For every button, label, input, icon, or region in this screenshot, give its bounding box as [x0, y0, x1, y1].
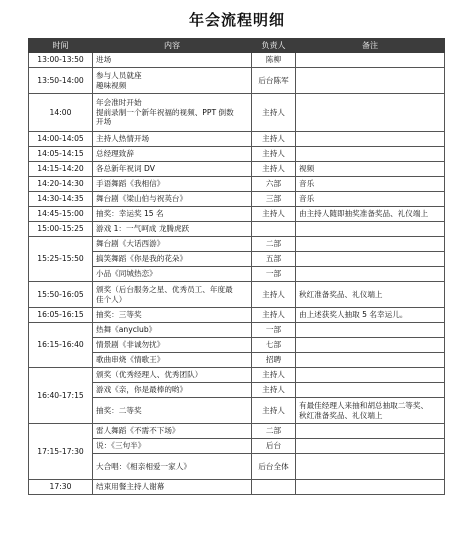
note-cell: 秋红准备奖品、礼仪端上 — [296, 282, 445, 308]
content-cell — [93, 177, 252, 192]
content-line: 总经理致辞 — [96, 149, 134, 159]
table-row — [29, 94, 445, 132]
owner-cell: 主持人 — [252, 147, 296, 162]
owner-cell: 主持人 — [252, 383, 296, 398]
content-cell — [93, 282, 252, 308]
content-cell — [93, 207, 252, 222]
content-cell — [93, 424, 252, 439]
content-cell — [93, 147, 252, 162]
content-cell — [93, 162, 252, 177]
time-cell: 14:45-15:00 — [29, 207, 93, 222]
content-cell — [93, 237, 252, 252]
owner-cell: 七部 — [252, 338, 296, 353]
owner-cell: 一部 — [252, 323, 296, 338]
content-line: 各总新年祝词 DV — [96, 164, 155, 174]
content-cell — [93, 222, 252, 237]
content-cell — [93, 192, 252, 207]
owner-cell: 三部 — [252, 192, 296, 207]
note-line: 有最佳经理人来抽和胡总抽取二等奖、 — [299, 401, 429, 411]
owner-cell: 招聘 — [252, 353, 296, 368]
header-owner: 负责人 — [252, 39, 296, 53]
owner-cell — [252, 222, 296, 237]
content-cell — [93, 132, 252, 147]
note-cell — [296, 94, 445, 132]
header-note: 备注 — [296, 39, 445, 53]
content-line: 开场 — [96, 117, 112, 127]
header-time: 时间 — [29, 39, 93, 53]
note-cell — [296, 383, 445, 398]
content-line: 提前录制一个新年祝福的视频、PPT 倒数 — [96, 107, 234, 117]
time-cell: 14:15-14:20 — [29, 162, 93, 177]
note-cell — [296, 68, 445, 94]
table-row — [29, 177, 445, 192]
owner-cell: 二部 — [252, 424, 296, 439]
content-cell — [93, 480, 252, 495]
note-cell — [296, 53, 445, 68]
note-cell — [296, 147, 445, 162]
time-cell: 14:00-14:05 — [29, 132, 93, 147]
content-cell — [93, 439, 252, 454]
owner-cell: 主持人 — [252, 282, 296, 308]
owner-cell: 陈柳 — [252, 53, 296, 68]
time-cell: 16:05-16:15 — [29, 308, 93, 323]
content-line: 进场 — [96, 55, 112, 65]
content-cell — [93, 53, 252, 68]
table-row — [29, 480, 445, 495]
owner-cell: 主持人 — [252, 368, 296, 383]
content-line: 年会准时开始 — [96, 98, 142, 108]
content-line: 颁奖（优秀经理人、优秀团队） — [96, 370, 203, 380]
note-cell — [296, 398, 445, 424]
note-line: 秋红准备奖品、礼仪端上 — [299, 410, 383, 420]
time-cell: 15:50-16:05 — [29, 282, 93, 308]
time-cell: 13:50-14:00 — [29, 68, 93, 94]
note-cell: 由上述获奖人抽取 5 名幸运儿。 — [296, 308, 445, 323]
note-cell — [296, 132, 445, 147]
time-cell: 15:25-15:50 — [29, 237, 93, 282]
time-cell: 17:15-17:30 — [29, 424, 93, 480]
note-cell — [296, 454, 445, 480]
table-row — [29, 424, 445, 439]
table-row — [29, 147, 445, 162]
time-cell: 15:00-15:25 — [29, 222, 93, 237]
content-line: 佳个人） — [96, 294, 127, 304]
content-line: 大合唱：《相亲相爱一家人》 — [96, 461, 191, 471]
content-line: 颁奖（后台服务之星、优秀员工、年度最 — [96, 285, 233, 295]
table-row — [29, 53, 445, 68]
table-row — [29, 162, 445, 177]
owner-cell: 主持人 — [252, 207, 296, 222]
content-line: 说：《三句半》 — [96, 441, 146, 451]
content-line: 抽奖：幸运奖 15 名 — [96, 209, 164, 219]
content-line: 舞台剧《梁山伯与祝英台》 — [96, 194, 188, 204]
time-cell: 14:30-14:35 — [29, 192, 93, 207]
content-line: 热舞《anyclub》 — [96, 325, 157, 335]
time-cell: 17:30 — [29, 480, 93, 495]
content-cell — [93, 68, 252, 94]
note-cell: 由主持人随即抽奖准备奖品、礼仪端上 — [296, 207, 445, 222]
note-cell: 视频 — [296, 162, 445, 177]
table-row — [29, 237, 445, 252]
time-cell: 14:20-14:30 — [29, 177, 93, 192]
owner-cell: 一部 — [252, 267, 296, 282]
content-line: 情景剧《非诚勿扰》 — [96, 340, 165, 350]
note-cell — [296, 480, 445, 495]
time-cell: 14:05-14:15 — [29, 147, 93, 162]
note-cell — [296, 222, 445, 237]
owner-cell: 主持人 — [252, 398, 296, 424]
content-line: 小品《同城热恋》 — [96, 269, 157, 279]
content-line: 游戏 1：一气呵成 龙腾虎跃 — [96, 224, 190, 234]
content-cell — [93, 338, 252, 353]
table-row — [29, 323, 445, 338]
time-cell: 14:00 — [29, 94, 93, 132]
time-cell: 16:15-16:40 — [29, 323, 93, 368]
content-line: 舞台剧《大话西游》 — [96, 239, 165, 249]
table-row — [29, 282, 445, 308]
owner-cell: 后台全体 — [252, 454, 296, 480]
content-cell — [93, 267, 252, 282]
table-row — [29, 207, 445, 222]
content-line: 游戏《亲，你是最棒的哟》 — [96, 385, 188, 395]
note-cell — [296, 323, 445, 338]
note-cell — [296, 267, 445, 282]
table-row — [29, 222, 445, 237]
content-line: 手语舞蹈《我相信》 — [96, 179, 165, 189]
content-cell — [93, 454, 252, 480]
table-row — [29, 68, 445, 94]
note-cell: 音乐 — [296, 177, 445, 192]
content-cell — [93, 368, 252, 383]
owner-cell: 后台 — [252, 439, 296, 454]
schedule-table — [28, 38, 445, 495]
table-row — [29, 368, 445, 383]
page-title: 年会流程明细 — [188, 11, 285, 29]
note-cell — [296, 368, 445, 383]
table-header-row — [29, 39, 445, 53]
content-line: 结束用餐主持人谢幕 — [96, 482, 165, 492]
content-line: 参与人员就座 — [96, 71, 142, 81]
note-cell — [296, 424, 445, 439]
owner-cell: 主持人 — [252, 94, 296, 132]
owner-cell: 主持人 — [252, 162, 296, 177]
content-line: 搞笑舞蹈《你是我的花朵》 — [96, 254, 188, 264]
content-cell — [93, 252, 252, 267]
owner-cell: 五部 — [252, 252, 296, 267]
content-line: 趣味视频 — [96, 80, 127, 90]
owner-cell: 六部 — [252, 177, 296, 192]
content-cell — [93, 323, 252, 338]
table-row — [29, 192, 445, 207]
content-cell — [93, 398, 252, 424]
note-cell — [296, 237, 445, 252]
content-line: 主持人热情开场 — [96, 134, 150, 144]
content-line: 抽奖：三等奖 — [96, 310, 142, 320]
note-cell — [296, 338, 445, 353]
owner-cell — [252, 480, 296, 495]
owner-cell: 后台陈军 — [252, 68, 296, 94]
header-content: 内容 — [93, 39, 252, 53]
owner-cell: 主持人 — [252, 132, 296, 147]
time-cell: 16:40-17:15 — [29, 368, 93, 424]
time-cell: 13:00-13:50 — [29, 53, 93, 68]
owner-cell: 主持人 — [252, 308, 296, 323]
table-row — [29, 132, 445, 147]
content-cell — [93, 353, 252, 368]
content-cell — [93, 383, 252, 398]
note-cell — [296, 439, 445, 454]
note-cell — [296, 353, 445, 368]
content-line: 雷人舞蹈《不需不下场》 — [96, 426, 180, 436]
content-cell — [93, 308, 252, 323]
note-cell — [296, 252, 445, 267]
note-cell: 音乐 — [296, 192, 445, 207]
content-cell — [93, 94, 252, 132]
content-line: 歌曲串烧《情歌王》 — [96, 355, 165, 365]
owner-cell: 二部 — [252, 237, 296, 252]
table-row — [29, 308, 445, 323]
content-line: 抽奖：二等奖 — [96, 405, 142, 415]
